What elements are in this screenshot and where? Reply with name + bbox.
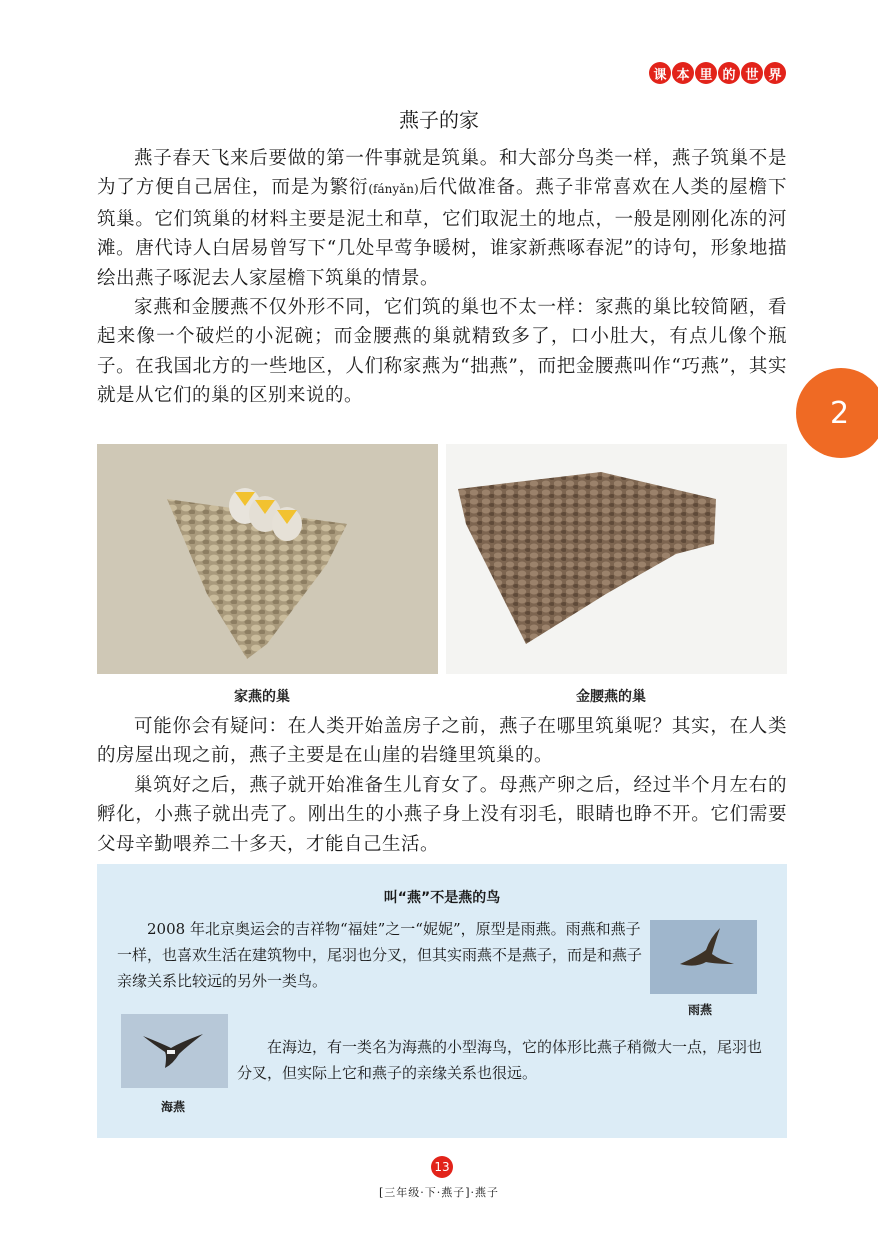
sidebar-title: 叫“燕”不是燕的鸟 bbox=[383, 890, 501, 906]
series-title-char: 本 bbox=[672, 62, 694, 84]
caption-storm-petrel: 海燕 bbox=[161, 1100, 186, 1114]
paragraph-1: 燕子春天飞来后要做的第一件事就是筑巢。和大部分鸟类一样，燕子筑巢不是为了方便自己居住，而是为繁衍(fányǎn)后代做准备。燕子非常喜欢在人类的屋檐下筑巢。它们筑巢的材料主要是泥土和草，它们取泥土的地点，一般是刚刚化冻的河滩。唐代诗人白居易曾写下“几处早莺争暖树，谁家新燕啄春泥”的诗句，形象地描绘出燕子啄泥去人家屋檐下筑巢的情景。 bbox=[97, 148, 787, 289]
red-rumped-swallow-nest-photo bbox=[446, 444, 787, 674]
paragraph-2: 家燕和金腰燕不仅外形不同，它们筑的巢也不太一样：家燕的巢比较简陋，看起来像一个破烂的小泥碗；而金腰燕的巢就精致多了，口小肚大，有点儿像个瓶子。在我国北方的一些地区，人们称家燕为“拙燕”，而把金腰燕叫作“巧燕”，其实就是从它们的巢的区别来说的。 bbox=[97, 297, 787, 407]
series-title-char: 课 bbox=[649, 62, 671, 84]
barn-swallow-nest-photo bbox=[97, 444, 438, 674]
storm-petrel-photo bbox=[121, 1014, 228, 1088]
article-body-upper bbox=[97, 144, 787, 411]
caption-barn-swallow-nest: 家燕的巢 bbox=[234, 689, 290, 705]
series-title-char: 里 bbox=[695, 62, 717, 84]
caption-swift: 雨燕 bbox=[688, 1003, 713, 1017]
series-title bbox=[649, 62, 786, 84]
paragraph-4: 巢筑好之后，燕子就开始准备生儿育女了。母燕产卵之后，经过半个月左右的孵化，小燕子就出壳了。刚出生的小燕子身上没有羽毛，眼睛也睁不开。它们需要父母辛勤喂养二十多天，才能自己生活。 bbox=[97, 774, 787, 855]
page-number: 13 bbox=[431, 1156, 453, 1178]
series-title-char: 的 bbox=[718, 62, 740, 84]
footer-text: [三年级·下·燕子]·燕子 bbox=[378, 1186, 500, 1199]
chapter-tab: 2 bbox=[796, 368, 878, 458]
article-body-lower bbox=[97, 712, 787, 859]
paragraph-3: 可能你会有疑问：在人类开始盖房子之前，燕子在哪里筑巢呢？其实，在人类的房屋出现之前，燕子主要是在山崖的岩缝里筑巢的。 bbox=[97, 716, 787, 767]
sidebar-paragraph-swift: 2008 年北京奥运会的吉祥物“福娃”之一“妮妮”，原型是雨燕。雨燕和燕子一样，也喜欢生活在建筑物中，尾羽也分叉，但其实雨燕不是燕子，而是和燕子亲缘关系比较远的另外一类鸟。 bbox=[117, 920, 643, 990]
swift-photo bbox=[650, 920, 757, 994]
series-title-char: 界 bbox=[764, 62, 786, 84]
sidebar-box bbox=[97, 864, 787, 1138]
caption-red-rumped-swallow-nest: 金腰燕的巢 bbox=[576, 689, 646, 705]
series-title-char: 世 bbox=[741, 62, 763, 84]
sidebar-paragraph-petrel: 在海边，有一类名为海燕的小型海鸟，它的体形比燕子稍微大一点，尾羽也分叉，但实际上它和燕子的亲缘关系也很远。 bbox=[237, 1038, 763, 1082]
pinyin-note: (fányǎn) bbox=[368, 182, 419, 197]
article-title: 燕子的家 bbox=[399, 108, 479, 132]
